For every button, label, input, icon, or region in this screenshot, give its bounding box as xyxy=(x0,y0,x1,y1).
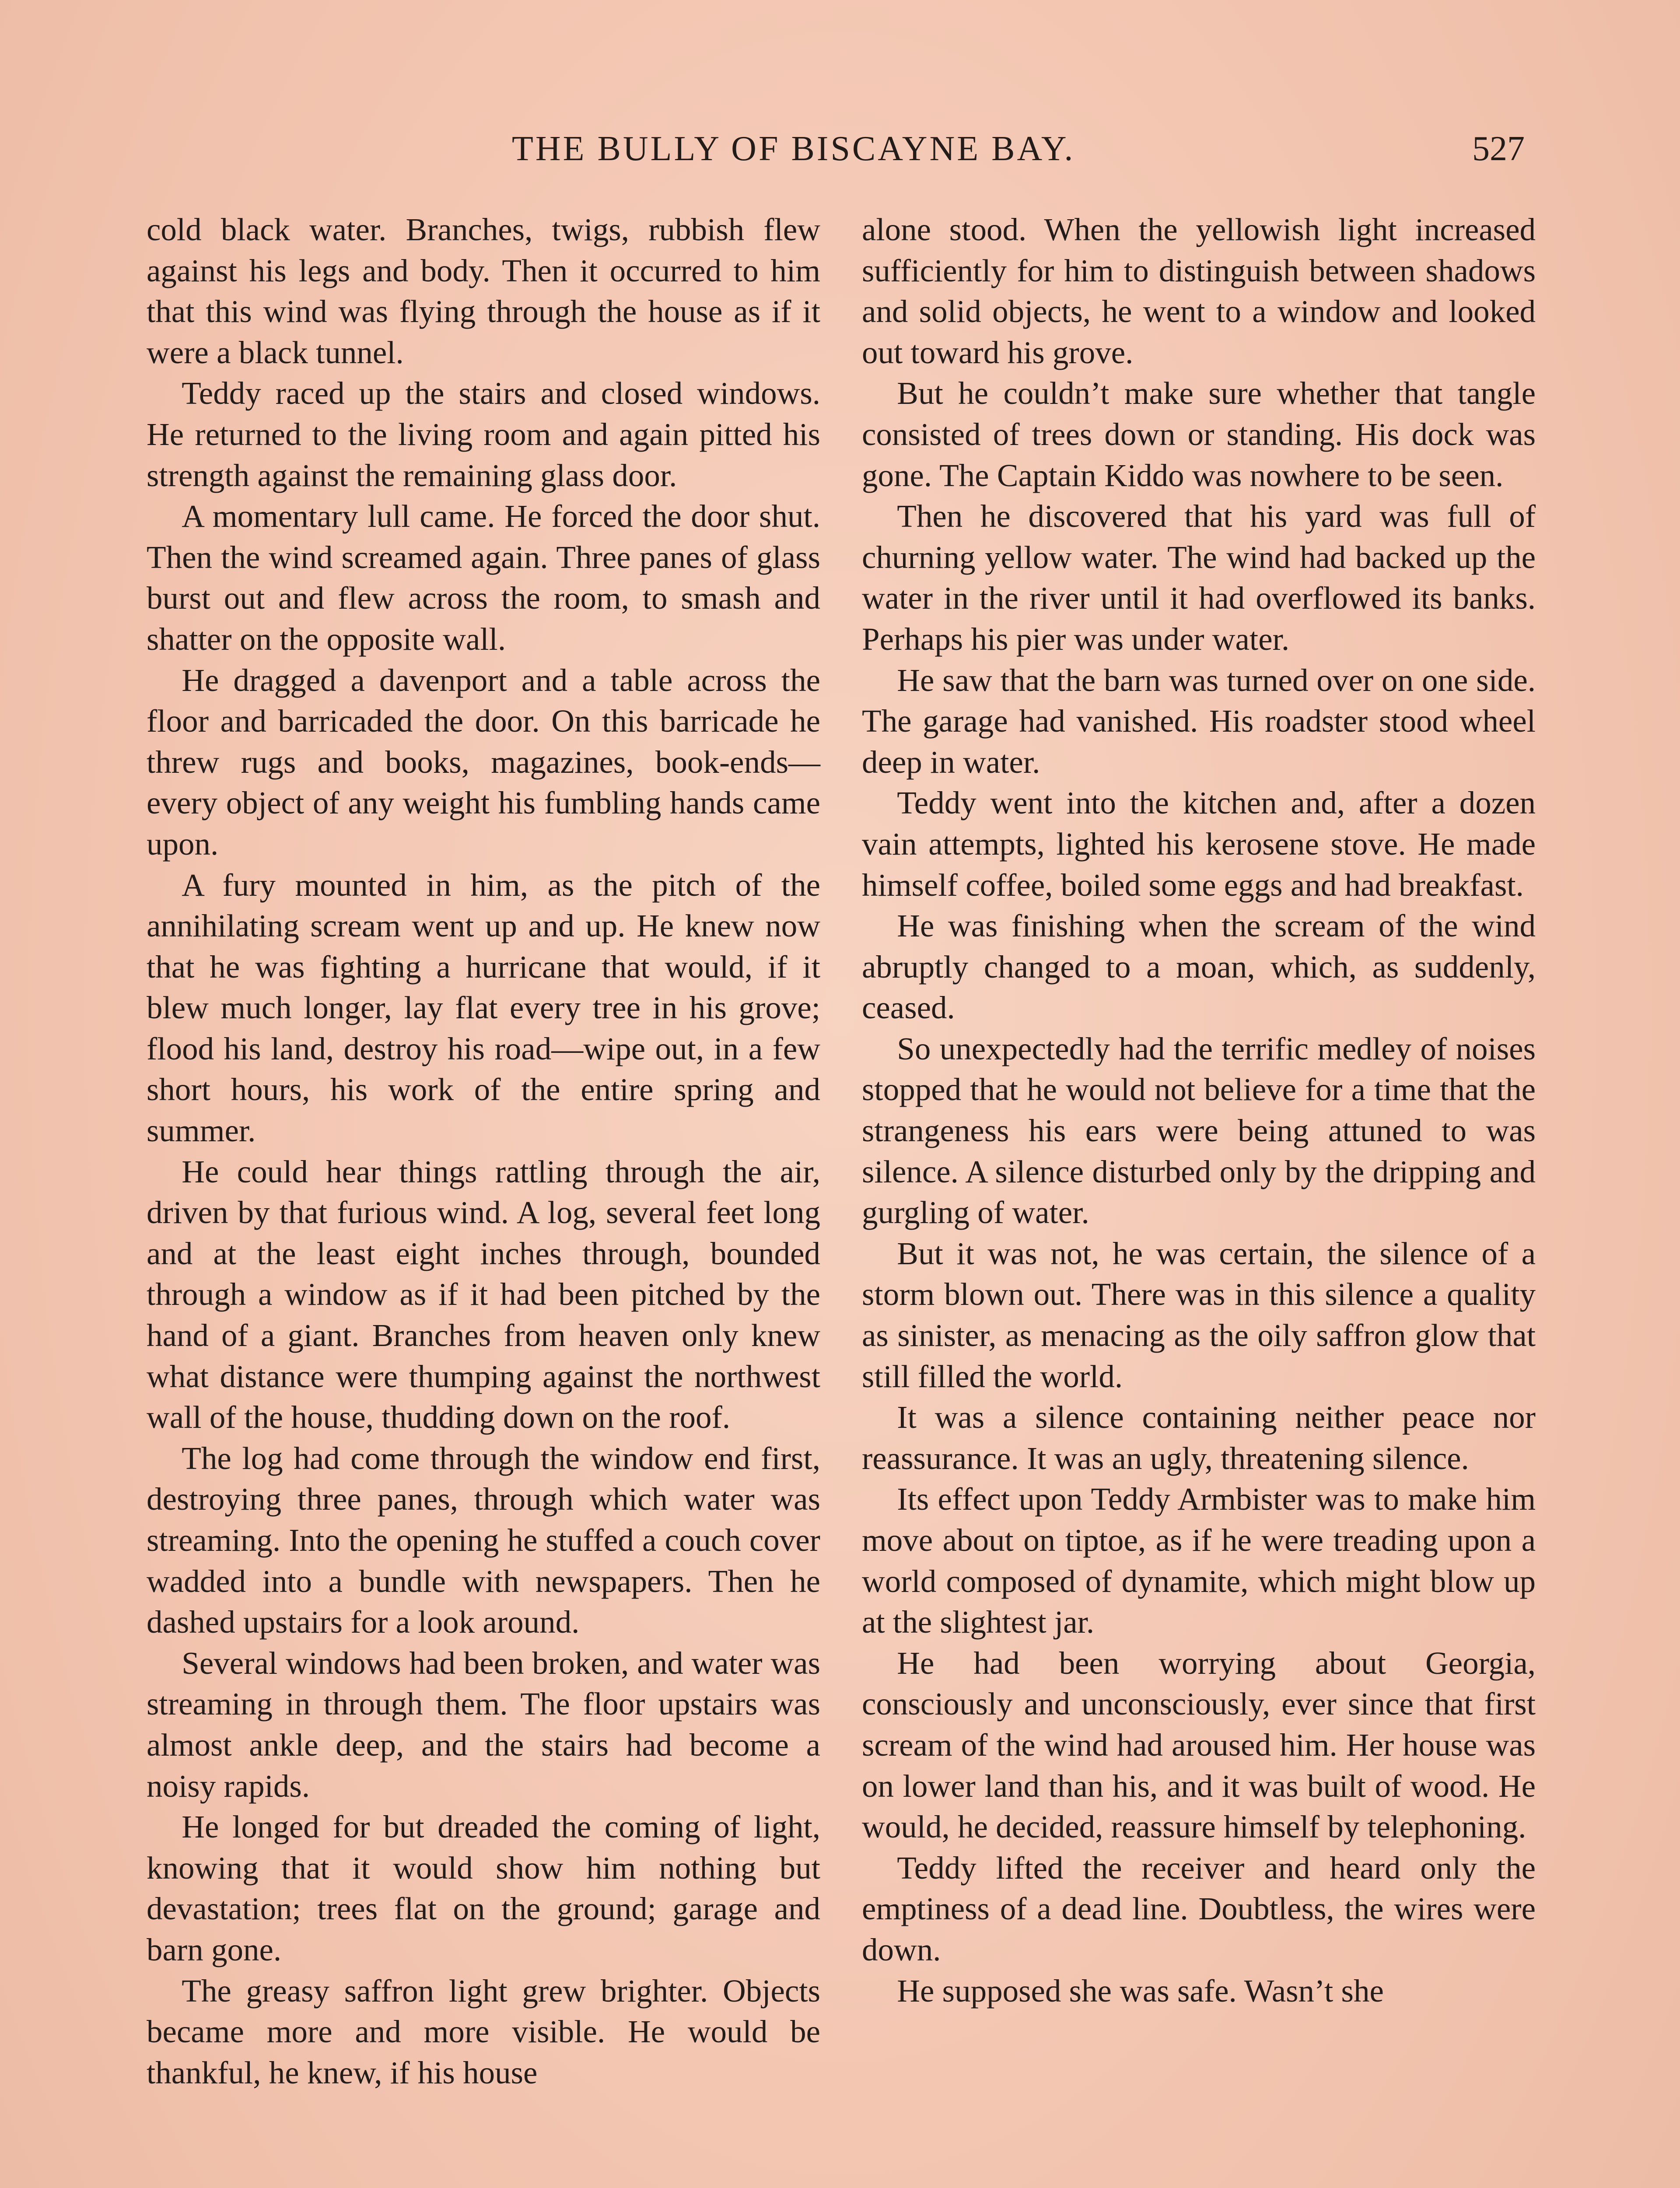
paragraph: But he couldn’t make sure whether that tangle consisted of trees down or standing. His dock was gone. The Captain Kiddo was nowhere to be seen. xyxy=(862,375,1536,493)
paragraph: The log had come through the window end first, destroying three panes, through which water was streaming. Into the opening he stuffed a couch cover wadded into a bundle with newspapers. Then he dashed upstairs for a look around. xyxy=(147,1440,820,1640)
paragraph: Teddy went into the kitchen and, after a dozen vain attempts, lighted his kerosene stove. He made himself coffee, boiled some eggs and had breakfast. xyxy=(862,785,1536,903)
paragraph: He was finishing when the scream of the wind abruptly changed to a moan, which, as suddenly, ceased. xyxy=(862,908,1536,1026)
paragraph: Teddy raced up the stairs and closed windows. He returned to the living room and again pitted his strength against the remaining glass door. xyxy=(147,375,820,493)
paragraph: A momentary lull came. He forced the door shut. Then the wind screamed again. Three panes of glass burst out and flew across the room, to smash and shatter on the opposite wall. xyxy=(147,498,820,657)
paragraph: So unexpectedly had the terrific medley of noises stopped that he would not believe for a time that the strangeness his ears were being attuned to was silence. A silence disturbed only by the dripping and gurgling of water. xyxy=(862,1031,1536,1231)
paragraph: Teddy lifted the receiver and heard only the emptiness of a dead line. Doubtless, the wires were down. xyxy=(862,1850,1536,1967)
paragraph: Then he discovered that his yard was full of churning yellow water. The wind had backed up the water in the river until it had overflowed its banks. Perhaps his pier was under water. xyxy=(862,498,1536,657)
paragraph: A fury mounted in him, as the pitch of the annihilating scream went up and up. He knew now that he was fighting a hurricane that would, if it blew much longer, lay flat every tree in his grove; flood his land, destroy his road—wipe out, in a few short hours, his work of the entire spring and summer. xyxy=(147,867,820,1149)
right-column xyxy=(862,209,1536,2011)
paragraph: He dragged a davenport and a table across the floor and barricaded the door. On this barricade he threw rugs and books, magazines, book-ends—every object of any weight his fumbling hands came upon. xyxy=(147,662,820,862)
paragraph: He could hear things rattling through the air, driven by that furious wind. A log, several feet long and at the least eight inches through, bounded through a window as if it had been pitched by the hand of a giant. Branches from heaven only knew what distance were thumping against the northwest wall of the house, thudding down on the roof. xyxy=(147,1154,820,1435)
paragraph: But it was not, he was certain, the silence of a storm blown out. There was in this silence a quality as sinister, as menacing as the oily saffron glow that still filled the world. xyxy=(862,1235,1536,1394)
paragraph: He longed for but dreaded the coming of light, knowing that it would show him nothing but devastation; trees flat on the ground; garage and barn gone. xyxy=(147,1809,820,1967)
page-number: 527 xyxy=(1472,130,1525,168)
paragraph: He saw that the barn was turned over on one side. The garage had vanished. His roadster stood wheel deep in water. xyxy=(862,662,1536,780)
paragraph: He had been worrying about Georgia, consciously and unconsciously, ever since that first scream of the wind had aroused him. Her house was on lower land than his, and it was built of wood. He would, he decided, reassure himself by telephoning. xyxy=(862,1645,1536,1845)
paragraph: The greasy saffron light grew brighter. Objects became more and more visible. He would be thankful, he knew, if his house xyxy=(147,1973,820,2090)
paragraph: It was a silence containing neither peace nor reassurance. It was an ugly, threatening silence. xyxy=(862,1399,1536,1476)
paragraph: Several windows had been broken, and water was streaming in through them. The floor upstairs was almost ankle deep, and the stairs had become a noisy rapids. xyxy=(147,1645,820,1804)
paragraph: alone stood. When the yellowish light increased sufficiently for him to distinguish between shadows and solid objects, he went to a window and looked out toward his grove. xyxy=(862,212,1536,370)
left-column xyxy=(147,209,820,2093)
paragraph: cold black water. Branches, twigs, rubbish flew against his legs and body. Then it occurred to him that this wind was flying through the house as if it were a black tunnel. xyxy=(147,212,820,370)
paragraph: He supposed she was safe. Wasn’t she xyxy=(897,1973,1384,2009)
paragraph: Its effect upon Teddy Armbister was to make him move about on tiptoe, as if he were treading upon a world composed of dynamite, which might blow up at the slightest jar. xyxy=(862,1481,1536,1640)
running-head: THE BULLY OF BISCAYNE BAY. xyxy=(512,130,1075,168)
